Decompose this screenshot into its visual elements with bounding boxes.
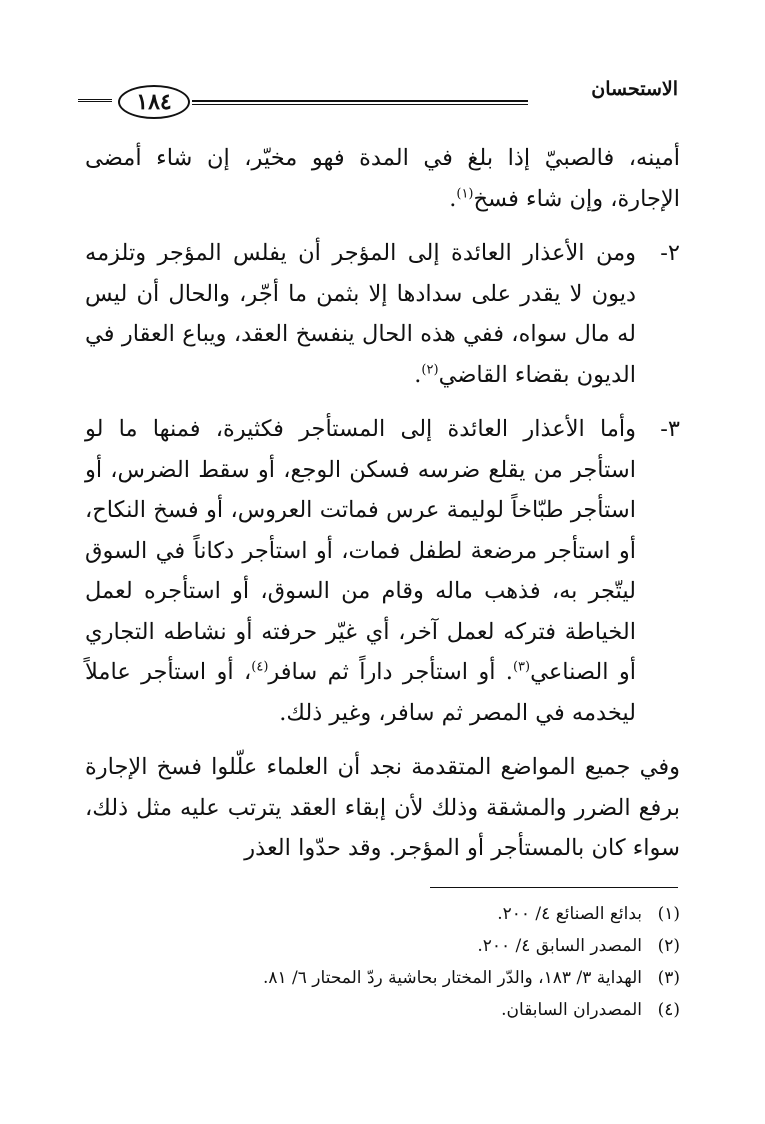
item-2-text: ومن الأعذار العائدة إلى المؤجر أن يفلس المؤجر وتلزمه ديون لا يقدر على سدادها إلا بثمن ما أجّر، والحال أن ليس له مال سواه، ففي هذه الحال ينفسخ العقد، ويباع العقار في الديون بقضاء القاضي [85,240,636,388]
main-text [85,138,680,869]
list-item-2 [85,233,680,395]
intro-paragraph [85,138,680,219]
footnotes [85,898,680,1026]
running-title: الاستحسان [591,78,678,100]
footnote-2 [85,930,680,962]
footnote-4 [85,994,680,1026]
footnote-number: (٢) [657,936,680,956]
footnote-number: (٣) [657,968,680,988]
closing-paragraph: وفي جميع المواضع المتقدمة نجد أن العلماء علّلوا فسخ الإجارة برفع الضرر والمشقة وذلك لأن إبقاء العقد يترتب عليه مثل ذلك، سواء كان بالمستأجر أو المؤجر. وقد حدّوا العذر [85,754,680,861]
footnote-number: (٤) [657,1000,680,1020]
footnote-text: المصدران السابقان. [501,1000,642,1020]
page-header [78,76,678,116]
item-3-text-b: . أو استأجر داراً ثم سافر [268,659,513,685]
header-rule-thin [192,104,528,105]
page-number: ١٨٤ [118,85,190,119]
intro-text: أمينه، فالصبيّ إذا بلغ في المدة فهو مخيّر، إن شاء أمضى الإجارة، وإن شاء فسخ [85,145,680,212]
footnote-ref-4: (٤) [251,659,269,675]
footnote-text: بدائع الصنائع ٤/ ٢٠٠. [497,904,642,924]
item-number-2: ٢- [660,240,680,266]
item-3-text-a: وأما الأعذار العائدة إلى المستأجر فكثيرة، فمنها ما لو استأجر من يقلع ضرسه فسكن الوجع، أو سقط الضرس، أو استأجر طبّاخاً لوليمة عرس فماتت العروس، أو فسخ النكاح، أو استأجر مرضعة لطفل فمات، أو استأجر دكاناً في السوق ليتّجر به، فذهب ماله وقام من السوق، أو استأجره لعمل الخياطة فتركه لعمل آخر، أي غيّر حرفته أو نشاطه التجاري أو الصناعي [85,416,636,685]
footnote-rule [430,887,678,888]
item-number-3: ٣- [660,416,680,442]
header-dash [78,99,112,105]
footnote-ref-2: (٢) [421,362,439,377]
footnote-3 [85,962,680,994]
list-item-3 [85,409,680,733]
footnote-text: الهداية ٣/ ١٨٣، والدّر المختار بحاشية ردّ المحتار ٦/ ٨١. [262,968,642,988]
header-rule [192,100,528,102]
footnote-text: المصدر السابق ٤/ ٢٠٠. [477,936,642,956]
footnote-number: (١) [657,904,680,924]
footnote-ref-3: (٣) [512,659,531,675]
footnote-ref-1: (١) [456,186,474,201]
intro-end: . [449,185,457,212]
item-3-text-c: ، أو استأجر عاملاً ليخدمه في المصر ثم سافر، وغير ذلك. [85,659,636,726]
footnote-1 [85,898,680,930]
item-2-end: . [414,361,422,388]
